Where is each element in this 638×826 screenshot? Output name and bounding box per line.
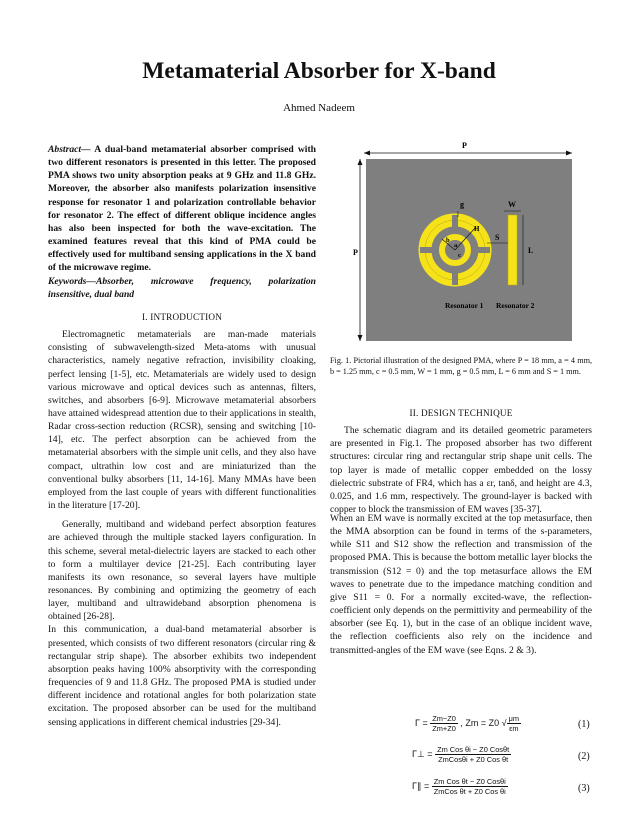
section-2	[330, 403, 592, 516]
ring-gap-top	[452, 215, 458, 231]
paper-title: Metamaterial Absorber for X-band	[142, 58, 496, 84]
equation-2	[412, 745, 511, 764]
label-p-top: P	[462, 141, 467, 150]
arrowhead-left	[364, 151, 370, 156]
label-p-left: P	[353, 248, 358, 257]
section-heading-design: II. DESIGN TECHNIQUE	[409, 408, 513, 418]
eq1-fraction	[430, 714, 458, 733]
figure-1	[350, 135, 582, 350]
author-name: Ahmed Nadeem	[283, 102, 355, 114]
eq2-bot: ZmCosθi + Z0 Cos θt	[438, 755, 509, 764]
eq2-number: (2)	[578, 751, 590, 762]
arrowhead-right	[566, 151, 572, 156]
label-s: S	[495, 233, 500, 242]
resonator-2-strip	[508, 215, 517, 285]
label-resonator-1: Resonator 1	[445, 301, 484, 310]
eq3-bot: ZmCos θt + Z0 Cos θi	[433, 787, 506, 796]
eq1-sqrt-top: μm	[508, 714, 520, 723]
arrowhead-up	[358, 159, 363, 165]
abstract-text: A dual-band metamaterial absorber comprised with two different resonators is presented in this letter. The proposed PMA shows two unity absorption peaks at 9 GHz and 11.8 GHz. Moreover, the absorber also manifests polarization insensitive response for resonator 1 and polarization controllable behavior for resonator 2. The effect of different oblique incidence angles has also been inspected for both the wave-excitation. The examined features reveal that this kind of PMA could be effectively used for multiband sensing applications in the X band of the microwave regime.	[48, 144, 316, 274]
design-paragraph-2: When an EM wave is normally excited at the top metasurface, then the MMA absorption can be found in terms of the s-parameters, while S11 and S12 show the reflection and transmission of the proposed PMA. This is because the bottom metallic layer blocks the transmission (S12 = 0) and the top metasurface allows the EM waves to penetrate due to the impedance matching condition and give S11 = 0. For a normally excited-wave, the reflection-coefficient only depends on the permittivity and permeability of the absorber (see Eq. 1), but in the case of an oblique incident wave, the reflection coefficients also rely on the incidence and transmitted-angles of the EM wave (see Eqns. 2 & 3).	[330, 513, 592, 656]
arrowhead-down	[358, 335, 363, 341]
label-h: H	[474, 225, 480, 233]
eq2-top: Zm Cos θi − Z0 Cosθt	[437, 745, 510, 754]
eq1-sqrt-fraction	[507, 714, 521, 733]
equation-3	[412, 777, 508, 796]
eq2-fraction	[435, 745, 511, 764]
eq1-lhs: Γ =	[415, 717, 428, 728]
label-resonator-2: Resonator 2	[496, 301, 535, 310]
eq3-lhs: Γ∥ =	[412, 780, 430, 791]
label-a: a	[454, 242, 458, 249]
figure-caption: Fig. 1. Pictorial illustration of the designed PMA, where P = 18 mm, a = 4 mm, b = 1.25 mm, c = 0.5 mm, W = 1 mm, g = 0.5 mm, L = 6 mm and S = 1 mm.	[330, 356, 592, 377]
label-c: c	[458, 252, 461, 259]
label-w: W	[508, 200, 516, 209]
left-column	[48, 143, 316, 729]
abstract	[48, 143, 316, 275]
ring-gap-right	[474, 247, 490, 253]
ring-gap-bottom	[452, 269, 458, 285]
equation-1	[415, 714, 521, 733]
keywords-text: Absorber, microwave frequency, polarization insensitive, dual band	[48, 275, 316, 300]
keywords-label: Keywords—	[48, 275, 96, 287]
eq2-lhs: Γ⊥ =	[412, 748, 433, 759]
right-column-bottom	[330, 512, 592, 657]
abstract-label: Abstract—	[48, 144, 91, 155]
eq3-top: Zm Cos θt − Z0 Cosθi	[433, 777, 506, 786]
keywords	[48, 275, 316, 301]
label-g: g	[460, 200, 464, 209]
eq1-frac-bot: Zm+Z0	[432, 724, 456, 733]
eq1-mid: , Zm = Z0	[460, 717, 500, 728]
eq3-fraction	[432, 777, 508, 796]
eq1-sqrt-bot: εm	[509, 724, 519, 733]
sqrt-icon: √	[501, 717, 507, 728]
intro-paragraph-2: Generally, multiband and wideband perfect absorption features are achieved through the multiple stacked layers configuration. In this scheme, several metal-dielectric layers are stacked to each other to form a multilayer device [21-25]. Each contributing layer manifests its own resonance, so several layers have multiple resonances. By combining and optimizing the geometry of each layer, multiband and ultrawideband absorption phenomena is obtained [26-28].	[48, 519, 316, 623]
eq1-number: (1)	[578, 719, 590, 730]
intro-paragraph-3: In this communication, a dual-band metamaterial absorber is presented, which consists of two different resonators (circular ring & rectangular strip shape). The absorber exhibits two independent absorption peaks having 100% absorptivity with the corresponding frequencies of 9 and 11.8 GHz. The proposed PMA is studied under different incidence and rotational angles for both polarization state excitation. The proposed absorber can be used for the multiband sensing applications in different chemical industries [29-34].	[48, 624, 316, 728]
section-heading-introduction: I. INTRODUCTION	[141, 311, 223, 322]
design-paragraph-1: The schematic diagram and its detailed geometric parameters are presented in Fig.1. The proposed absorber has two different structures: circular ring and rectangular strip shape unit cells. The top layer is made of metallic copper embedded on the lossy dielectric substrate of FR4, which has a εr, tanδ, and height are 4.3, 0.025, and 1.6 mm, respectively. The ground-layer is backed with copper to block the transmission of EM waves [35-37].	[330, 425, 592, 516]
eq3-number: (3)	[578, 783, 590, 794]
label-b: b	[446, 237, 450, 244]
intro-paragraph-1: Electromagnetic metamaterials are man-made materials consisting of subwavelength-sized Meta-atoms with unusual characteristics, namely negative refraction, invisibility cloaking, perfect lensing [1-5], etc. Metamaterials are widely used to design various microwave and optical devices such as antennas, filters, switches, and absorbers [6-9]. Microwave metamaterial absorbers have attained widespread attention due to their applications in stealth, Radar cross-section reduction (RCSR), sensing and switching [10-14], etc. The perfect absorption can be achieved from the metamaterial absorbers with the simple unit cells, and they also have compact, ultrathin low cost and are miniaturized than the conventional bulky absorbers [11, 14-16]. Many MMAs have been employed from the last couple of years with different functionalities in the literature [17-20].	[48, 329, 316, 512]
eq1-frac-top: Zm−Z0	[432, 714, 456, 723]
label-l: L	[528, 246, 534, 255]
ring-gap-left	[420, 247, 436, 253]
absorber-diagram	[350, 135, 582, 350]
